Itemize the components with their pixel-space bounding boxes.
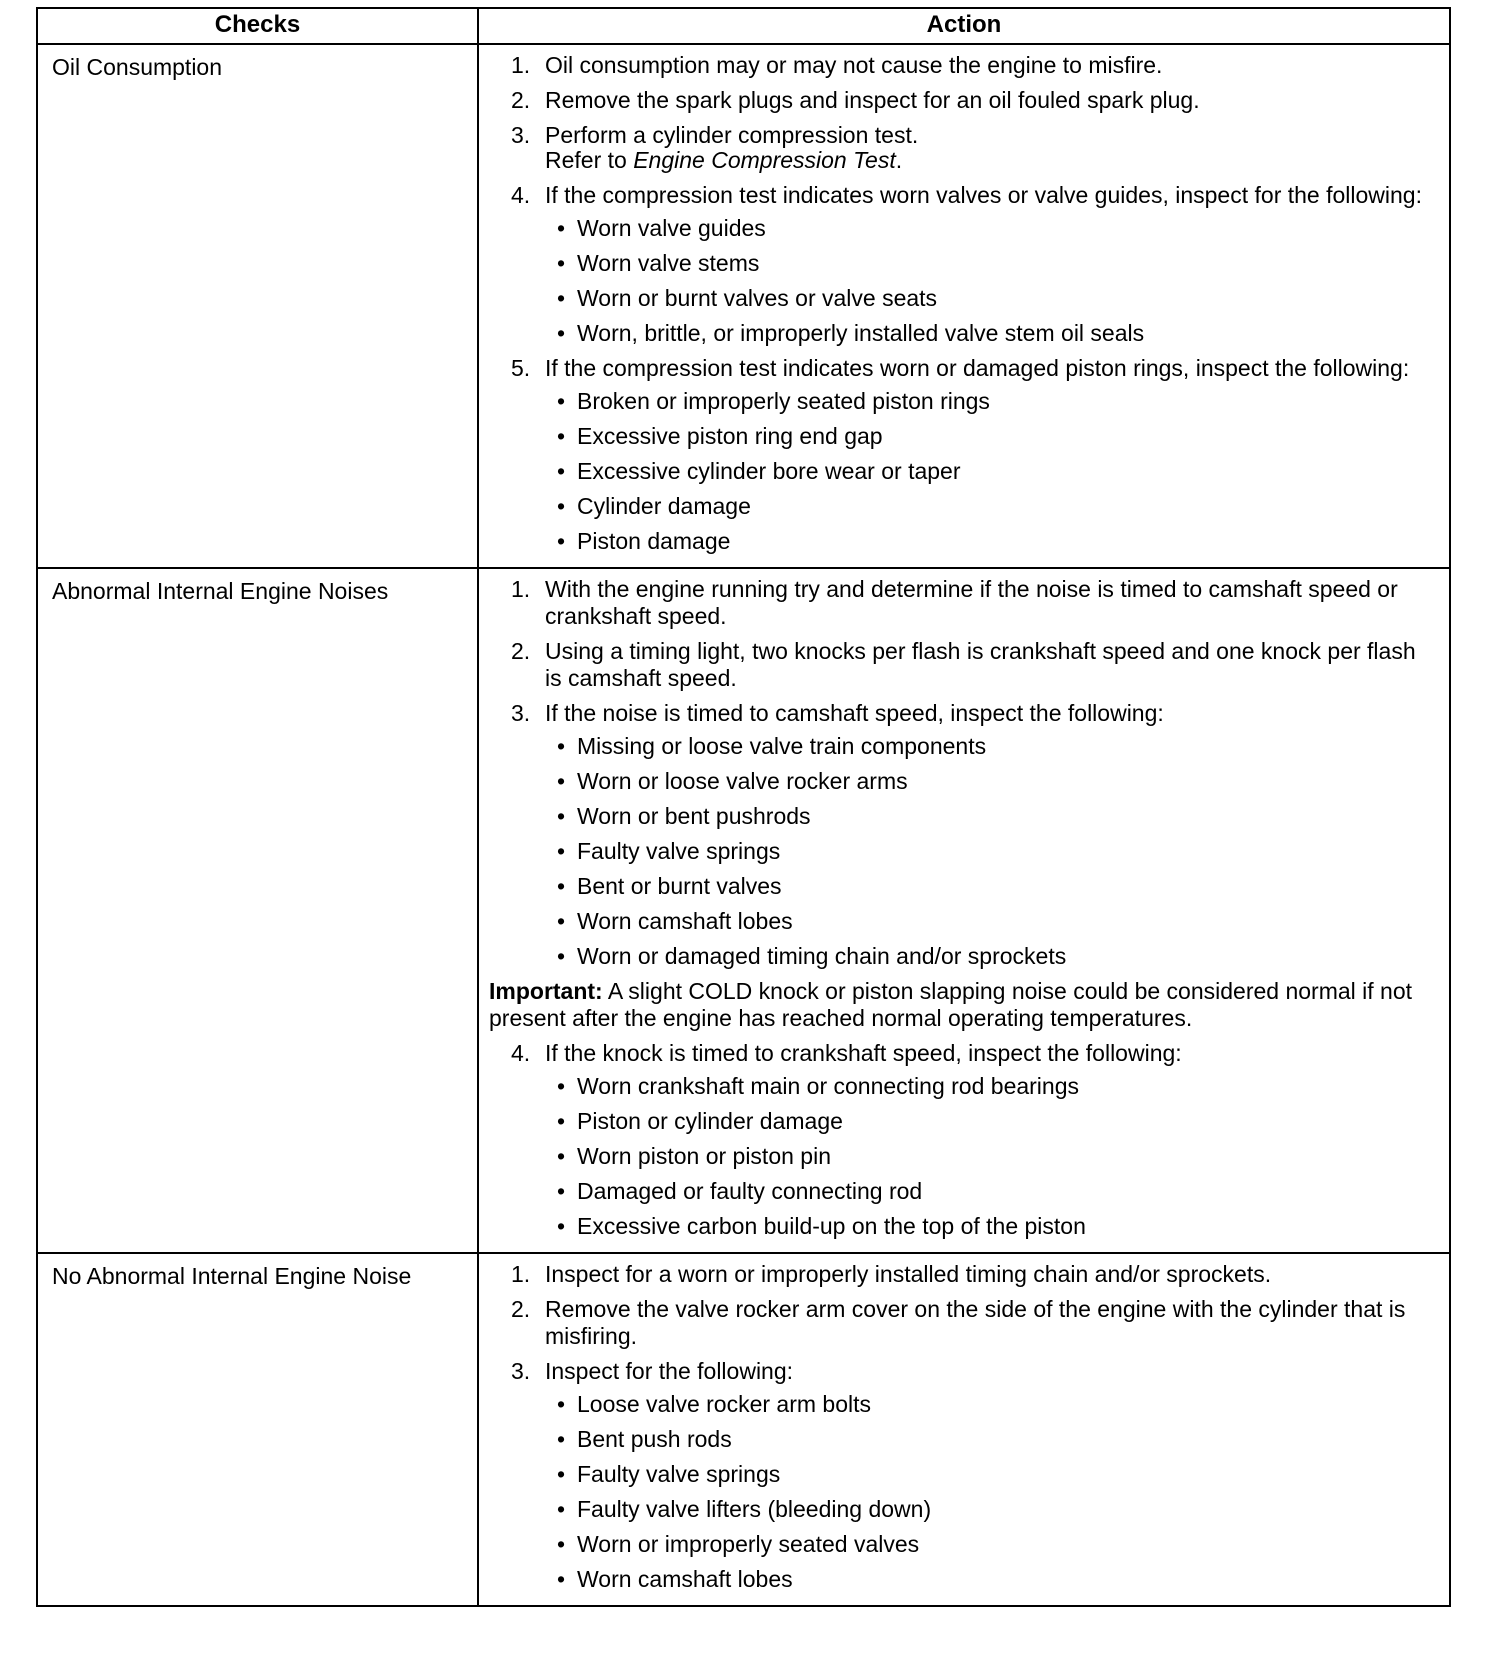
table-row <box>37 44 1450 568</box>
check-cell: No Abnormal Internal Engine Noise <box>37 1253 478 1606</box>
step-number: 2. <box>511 87 531 113</box>
step-number: 5. <box>511 355 531 381</box>
action-step <box>489 1358 1433 1593</box>
action-step <box>489 355 1433 555</box>
important-text: A slight COLD knock or piston slapping noise could be considered normal if not present after the engine has reached normal operating temperatures. <box>489 978 1413 1031</box>
step-text: Inspect for the following: <box>545 1358 794 1384</box>
action-step <box>489 52 1433 79</box>
action-cell <box>478 44 1450 568</box>
reference-suffix: . <box>895 147 903 173</box>
document-page <box>36 7 1449 1607</box>
action-step <box>489 122 1433 174</box>
bullet-item: • Bent or burnt valves <box>545 873 1433 900</box>
step-text: If the knock is timed to crankshaft speed, inspect the following: <box>545 1040 1182 1066</box>
bullet-item: • Worn or loose valve rocker arms <box>545 768 1433 795</box>
bullet-item: • Worn or burnt valves or valve seats <box>545 285 1433 312</box>
table-header-row <box>37 8 1450 44</box>
bullet-item: • Faulty valve springs <box>545 838 1433 865</box>
table-row <box>37 568 1450 1253</box>
bullet-item: • Damaged or faulty connecting rod <box>545 1178 1433 1205</box>
step-number: 4. <box>511 1040 531 1066</box>
important-note <box>489 978 1433 1032</box>
bullet-item: • Excessive cylinder bore wear or taper <box>545 458 1433 485</box>
bullet-item: • Worn piston or piston pin <box>545 1143 1433 1170</box>
action-cell <box>478 568 1450 1253</box>
check-cell: Oil Consumption <box>37 44 478 568</box>
action-step <box>489 182 1433 347</box>
bullet-item: • Worn valve stems <box>545 250 1433 277</box>
step-number: 3. <box>511 122 531 148</box>
action-cell <box>478 1253 1450 1606</box>
bullet-item: • Worn valve guides <box>545 215 1433 242</box>
important-label: Important: <box>489 978 603 1004</box>
bullet-item: • Worn or bent pushrods <box>545 803 1433 830</box>
action-step <box>489 1261 1433 1288</box>
bullet-list <box>545 388 1433 555</box>
bullet-item: • Excessive piston ring end gap <box>545 423 1433 450</box>
step-text: Remove the spark plugs and inspect for an oil fouled spark plug. <box>545 87 1200 113</box>
bullet-list <box>545 1073 1433 1240</box>
bullet-item: • Cylinder damage <box>545 493 1433 520</box>
reference-prefix: Refer to <box>545 147 634 173</box>
bullet-item: • Worn, brittle, or improperly installed valve stem oil seals <box>545 320 1433 347</box>
step-text: Perform a cylinder compression test. <box>545 122 919 148</box>
bullet-item: • Excessive carbon build-up on the top of the piston <box>545 1213 1433 1240</box>
action-step <box>489 1040 1433 1240</box>
bullet-item: • Broken or improperly seated piston rings <box>545 388 1433 415</box>
bullet-item: • Faulty valve lifters (bleeding down) <box>545 1496 1433 1523</box>
checks-action-table <box>36 7 1451 1607</box>
bullet-item: • Worn or damaged timing chain and/or sprockets <box>545 943 1433 970</box>
step-number: 1. <box>511 52 531 78</box>
header-checks: Checks <box>37 8 478 44</box>
bullet-item: • Worn crankshaft main or connecting rod bearings <box>545 1073 1433 1100</box>
bullet-item: • Worn camshaft lobes <box>545 1566 1433 1593</box>
action-step <box>489 576 1433 630</box>
bullet-list <box>545 215 1433 347</box>
step-number: 2. <box>511 638 531 664</box>
action-step <box>489 1296 1433 1350</box>
step-text: Oil consumption may or may not cause the engine to misfire. <box>545 52 1163 78</box>
table-row <box>37 1253 1450 1606</box>
step-text: If the noise is timed to camshaft speed, inspect the following: <box>545 700 1164 726</box>
step-text: If the compression test indicates worn or damaged piston rings, inspect the following: <box>545 355 1410 381</box>
step-number: 1. <box>511 576 531 602</box>
step-number: 2. <box>511 1296 531 1322</box>
step-number: 4. <box>511 182 531 208</box>
step-text: With the engine running try and determine if the noise is timed to camshaft speed or crankshaft speed. <box>545 576 1398 629</box>
table-body <box>37 44 1450 1606</box>
step-text: Remove the valve rocker arm cover on the side of the engine with the cylinder that is misfiring. <box>545 1296 1406 1349</box>
step-text: Using a timing light, two knocks per flash is crankshaft speed and one knock per flash is camshaft speed. <box>545 638 1416 691</box>
action-step <box>489 638 1433 692</box>
step-text: Inspect for a worn or improperly installed timing chain and/or sprockets. <box>545 1261 1272 1287</box>
step-number: 1. <box>511 1261 531 1287</box>
bullet-item: • Bent push rods <box>545 1426 1433 1453</box>
step-number: 3. <box>511 700 531 726</box>
bullet-item: • Missing or loose valve train components <box>545 733 1433 760</box>
action-step <box>489 700 1433 970</box>
header-action: Action <box>478 8 1450 44</box>
step-text: If the compression test indicates worn valves or valve guides, inspect for the following: <box>545 182 1422 208</box>
reference-line <box>545 147 1433 174</box>
bullet-item: • Piston damage <box>545 528 1433 555</box>
step-number: 3. <box>511 1358 531 1384</box>
bullet-item: • Worn or improperly seated valves <box>545 1531 1433 1558</box>
bullet-item: • Worn camshaft lobes <box>545 908 1433 935</box>
check-cell: Abnormal Internal Engine Noises <box>37 568 478 1253</box>
bullet-list <box>545 733 1433 970</box>
bullet-item: • Faulty valve springs <box>545 1461 1433 1488</box>
action-step <box>489 87 1433 114</box>
bullet-item: • Piston or cylinder damage <box>545 1108 1433 1135</box>
bullet-list <box>545 1391 1433 1593</box>
reference-title: Engine Compression Test <box>633 147 896 173</box>
bullet-item: • Loose valve rocker arm bolts <box>545 1391 1433 1418</box>
